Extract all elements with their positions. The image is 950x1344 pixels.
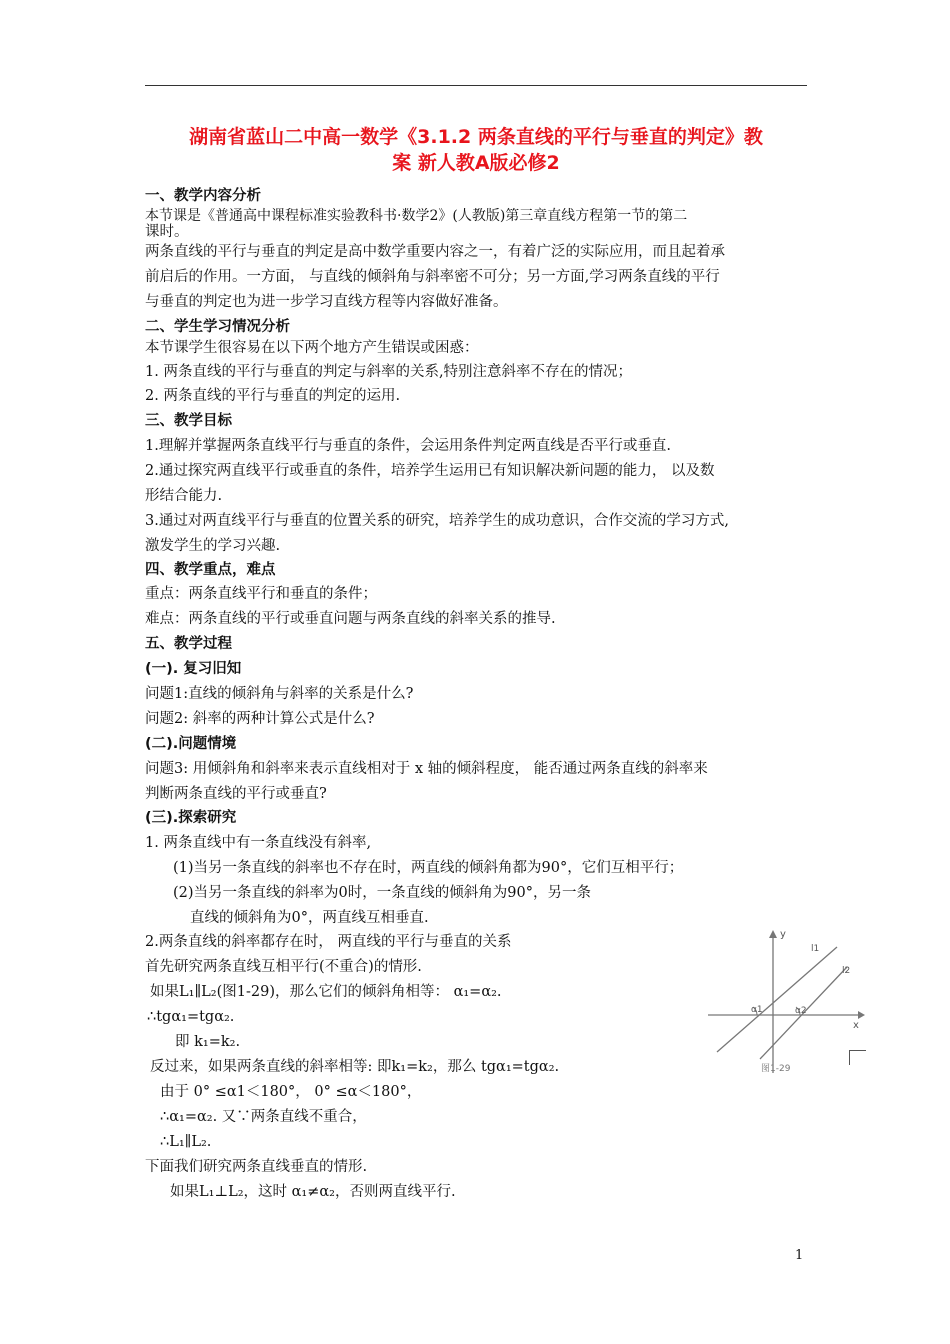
figure-1-29 bbox=[705, 925, 865, 1075]
line-l1 bbox=[717, 947, 837, 1052]
angle-2-label: α2 bbox=[795, 1006, 807, 1016]
title-line-2: 案 新人教A版必修2 bbox=[392, 152, 560, 174]
paragraph-line: 形结合能力. bbox=[145, 488, 223, 504]
paragraph-line: 难点：两条直线的平行或垂直问题与两条直线的斜率关系的推导. bbox=[145, 611, 556, 627]
paragraph-line: 反过来，如果两条直线的斜率相等: 即k₁=k₂，那么 tgα₁=tgα₂. bbox=[150, 1059, 560, 1075]
math-line: ∴L₁∥L₂. bbox=[160, 1134, 212, 1150]
math-line: ∴α₁=α₂. 又∵两条直线不重合， bbox=[160, 1109, 367, 1125]
section-heading-2: 二、学生学习情况分析 bbox=[145, 319, 290, 335]
paragraph-line: 问题2: 斜率的两种计算公式是什么? bbox=[145, 711, 375, 727]
section-heading-4: 四、教学重点，难点 bbox=[145, 562, 276, 578]
section-heading-5: 五、教学过程 bbox=[145, 636, 232, 652]
paragraph-line: 如果L₁⊥L₂，这时 α₁≠α₂，否则两直线平行. bbox=[170, 1184, 456, 1200]
subsection-heading: (二).问题情境 bbox=[145, 736, 237, 752]
list-item: 3.通过对两直线平行与垂直的位置关系的研究，培养学生的成功意识，合作交流的学习方式, bbox=[145, 513, 729, 529]
math-line: 即 k₁=k₂. bbox=[175, 1034, 241, 1050]
paragraph-line: (1)当另一条直线的斜率也不存在时，两直线的倾斜角都为90°，它们互相平行； bbox=[173, 860, 684, 876]
paragraph-line: 如果L₁∥L₂(图1-29)，那么它们的倾斜角相等： α₁=α₂. bbox=[150, 984, 502, 1000]
paragraph-line: 问题3: 用倾斜角和斜率来表示直线相对于 x 轴的倾斜程度， 能否通过两条直线的斜率来 bbox=[145, 761, 708, 777]
paragraph-line: 课时。 bbox=[145, 224, 189, 240]
paragraph-line: 激发学生的学习兴趣. bbox=[145, 538, 281, 554]
list-item: 1. 两条直线中有一条直线没有斜率, bbox=[145, 835, 372, 851]
line-l2-label: l2 bbox=[842, 966, 851, 976]
y-axis-arrow-icon bbox=[769, 930, 777, 938]
page-number: 1 bbox=[795, 1248, 804, 1263]
paragraph-line: 重点：两条直线平行和垂直的条件； bbox=[145, 586, 377, 602]
paragraph-line: 首先研究两条直线互相平行(不重合)的情形. bbox=[145, 959, 422, 975]
corner-mark bbox=[849, 1050, 866, 1065]
paragraph-line: (2)当另一条直线的斜率为0时，一条直线的倾斜角为90°，另一条 bbox=[173, 885, 591, 901]
x-axis-label: x bbox=[853, 1020, 859, 1031]
figure-caption: 图1-29 bbox=[761, 1064, 791, 1074]
list-item: 2. 两条直线的平行与垂直的判定的运用. bbox=[145, 388, 401, 404]
title-line-1: 湖南省蓝山二中高一数学《3.1.2 两条直线的平行与垂直的判定》教 bbox=[189, 126, 763, 148]
x-axis-arrow-icon bbox=[858, 1011, 865, 1019]
list-item: 2.通过探究两直线平行或垂直的条件，培养学生运用已有知识解决新问题的能力， 以及数 bbox=[145, 463, 715, 479]
paragraph-line: 判断两条直线的平行或垂直? bbox=[145, 786, 327, 802]
paragraph-line: 直线的倾斜角为0°，两直线互相垂直. bbox=[190, 910, 429, 926]
document-title bbox=[145, 124, 807, 176]
paragraph-line: 与垂直的判定也为进一步学习直线方程等内容做好准备。 bbox=[145, 294, 508, 310]
subsection-heading: (一). 复习旧知 bbox=[145, 661, 242, 677]
list-item: 1. 两条直线的平行与垂直的判定与斜率的关系,特别注意斜率不存在的情况； bbox=[145, 364, 633, 380]
paragraph-line: 两条直线的平行与垂直的判定是高中数学重要内容之一，有着广泛的实际应用，而且起着承 bbox=[145, 244, 725, 260]
section-heading-3: 三、教学目标 bbox=[145, 413, 232, 429]
y-axis-label: y bbox=[780, 929, 786, 940]
section-heading-1: 一、教学内容分析 bbox=[145, 188, 261, 204]
list-item: 2.两条直线的斜率都存在时， 两直线的平行与垂直的关系 bbox=[145, 934, 512, 950]
paragraph-line: 前启后的作用。一方面， 与直线的倾斜角与斜率密不可分；另一方面,学习两条直线的平行 bbox=[145, 269, 720, 285]
math-line: ∴tgα₁=tgα₂. bbox=[147, 1009, 235, 1025]
line-l1-label: l1 bbox=[811, 944, 820, 954]
subsection-heading: (三).探索研究 bbox=[145, 810, 237, 826]
list-item: 1.理解并掌握两条直线平行与垂直的条件，会运用条件判定两直线是否平行或垂直. bbox=[145, 438, 671, 454]
paragraph-line: 下面我们研究两条直线垂直的情形. bbox=[145, 1159, 368, 1175]
paragraph-line: 问题1:直线的倾斜角与斜率的关系是什么? bbox=[145, 686, 414, 702]
angle-1-label: α1 bbox=[751, 1005, 763, 1015]
header-rule bbox=[145, 85, 807, 86]
math-line: 由于 0° ≤α1＜180°， 0° ≤α＜180°， bbox=[160, 1084, 422, 1100]
paragraph-line: 本节课学生很容易在以下两个地方产生错误或困惑： bbox=[145, 340, 479, 356]
paragraph-line: 本节课是《普通高中课程标准实验教科书·数学2》(人教版)第三章直线方程第一节的第二 bbox=[145, 208, 688, 224]
